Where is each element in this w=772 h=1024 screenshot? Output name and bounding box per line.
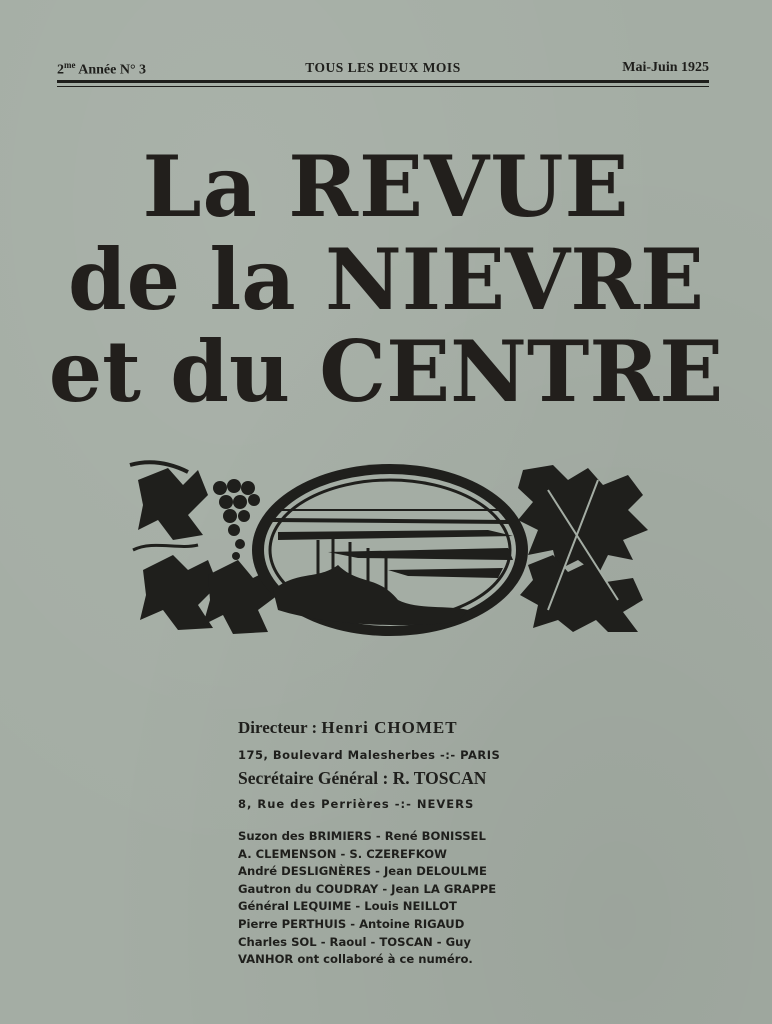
header-bar	[57, 60, 709, 80]
list-item: Gautron du COUDRAY - Jean LA GRAPPE	[238, 881, 497, 896]
director-label: Directeur :	[238, 718, 318, 737]
issue-rest: Année N° 3	[75, 62, 147, 78]
header-rule-thin	[57, 86, 709, 87]
title-line-1: La REVUE	[142, 137, 630, 236]
secretary-label: Secrétaire Général :	[238, 768, 389, 788]
title-line-2: de la NIEVRE	[67, 230, 705, 329]
secretary-name: R. TOSCAN	[392, 768, 487, 788]
director-name: Henri CHOMET	[321, 718, 458, 737]
river-landscape-icon	[252, 464, 528, 636]
header-rule-thick	[57, 80, 709, 83]
list-item: VANHOR ont collaboré à ce numéro.	[238, 952, 473, 967]
list-item: Général LEQUIME - Louis NEILLOT	[238, 899, 457, 914]
list-item: Charles SOL - Raoul - TOSCAN - Guy	[238, 934, 471, 949]
collaborators-list	[238, 828, 548, 969]
director-address: 175, Boulevard Malesherbes -:- PARIS	[238, 748, 501, 762]
title-line-3: et du CENTRE	[48, 322, 724, 421]
issue-num: 2	[57, 62, 64, 78]
list-item: Pierre PERTHUIS - Antoine RIGAUD	[238, 916, 465, 931]
secretary-line	[238, 768, 486, 789]
list-item: André DESLIGNÈRES - Jean DELOULME	[238, 864, 487, 879]
frequency: TOUS LES DEUX MOIS	[305, 60, 461, 75]
director-line	[238, 718, 458, 738]
issue-date: Mai-Juin 1925	[622, 60, 709, 75]
list-item: A. CLEMENSON - S. CZEREFKOW	[238, 846, 447, 861]
list-item: Suzon des BRIMIERS - René BONISSEL	[238, 829, 486, 843]
issue-sup: me	[64, 60, 76, 70]
oak-leaf-icon	[518, 465, 648, 632]
woodcut-vignette	[128, 460, 652, 640]
secretary-address: 8, Rue des Perrières -:- NEVERS	[238, 797, 475, 811]
